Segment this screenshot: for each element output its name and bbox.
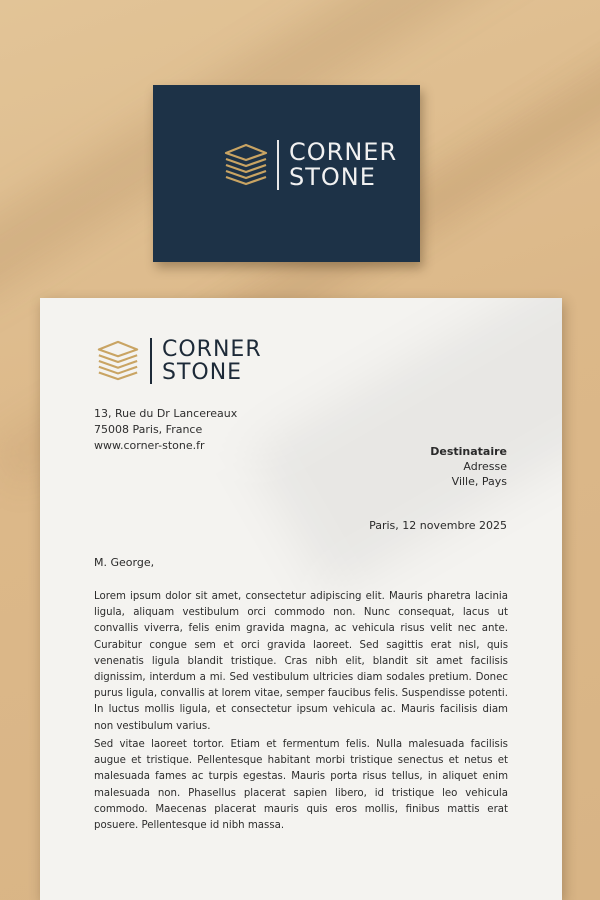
brand-line-1: CORNER — [289, 138, 398, 166]
recipient-title: Destinataire — [430, 445, 507, 458]
recipient-address — [430, 444, 507, 489]
recipient-street: Adresse — [463, 460, 507, 473]
brand-line-2: STONE — [162, 360, 243, 385]
stacked-layers-icon — [223, 143, 269, 187]
sender-website: www.corner-stone.fr — [94, 439, 205, 452]
logo-divider — [150, 338, 152, 384]
letterhead-sheet — [40, 298, 562, 900]
sender-street: 13, Rue du Dr Lancereaux — [94, 407, 238, 420]
sender-address — [94, 406, 237, 454]
stacked-layers-icon — [96, 339, 140, 383]
body-paragraph: Lorem ipsum dolor sit amet, consectetur adipiscing elit. Mauris pharetra lacinia ligula, aliquam vestibulum orci commodo non. Nunc consequat, lacus ut convallis viverra, felis enim gravida magna, ac vehicula risus velit nec ante. Curabitur congue sem et orci gravida laoreet. Sed sagittis erat nisl, quis venenatis ligula blandit tristique. Cras nibh elit, blandit sit amet facilisis dignissim, interdum a mi. Sed vestibulum ultricies diam sodales pretium. Donec purus ligula, convallis at lorem vitae, semper faucibus felis. Suspendisse potenti. In luctus mollis ligula, et consectetur ipsum vehicula ac. Mauris facilisis diam non vestibulum varius. — [94, 591, 508, 732]
card-logo — [223, 140, 397, 190]
body-paragraph: Sed vitae laoreet tortor. Etiam et fermentum felis. Nulla malesuada facilisis augue et tristique. Pellentesque habitant morbi tristique senectus et netus et malesuada fames ac turpis egestas. Mauris porta risus tellus, in aliquet enim malesuada non. Phasellus placerat sapien libero, id tristique leo vehicula commodo. Maecenas placerat mauris quis eros mollis, finibus mattis erat posuere. Pellentesque id nibh massa. — [94, 739, 508, 832]
brand-wordmark — [289, 140, 397, 190]
paper-shadow — [250, 298, 562, 592]
recipient-city: Ville, Pays — [451, 475, 507, 488]
logo-divider — [277, 140, 279, 190]
brand-line-2: STONE — [289, 163, 376, 191]
sender-city: 75008 Paris, France — [94, 423, 203, 436]
business-card — [153, 85, 420, 262]
brand-wordmark — [162, 338, 262, 384]
brand-line-1: CORNER — [162, 337, 262, 362]
letterhead-logo — [96, 338, 262, 384]
letter-date: Paris, 12 novembre 2025 — [369, 519, 507, 532]
salutation: M. George, — [94, 556, 155, 569]
